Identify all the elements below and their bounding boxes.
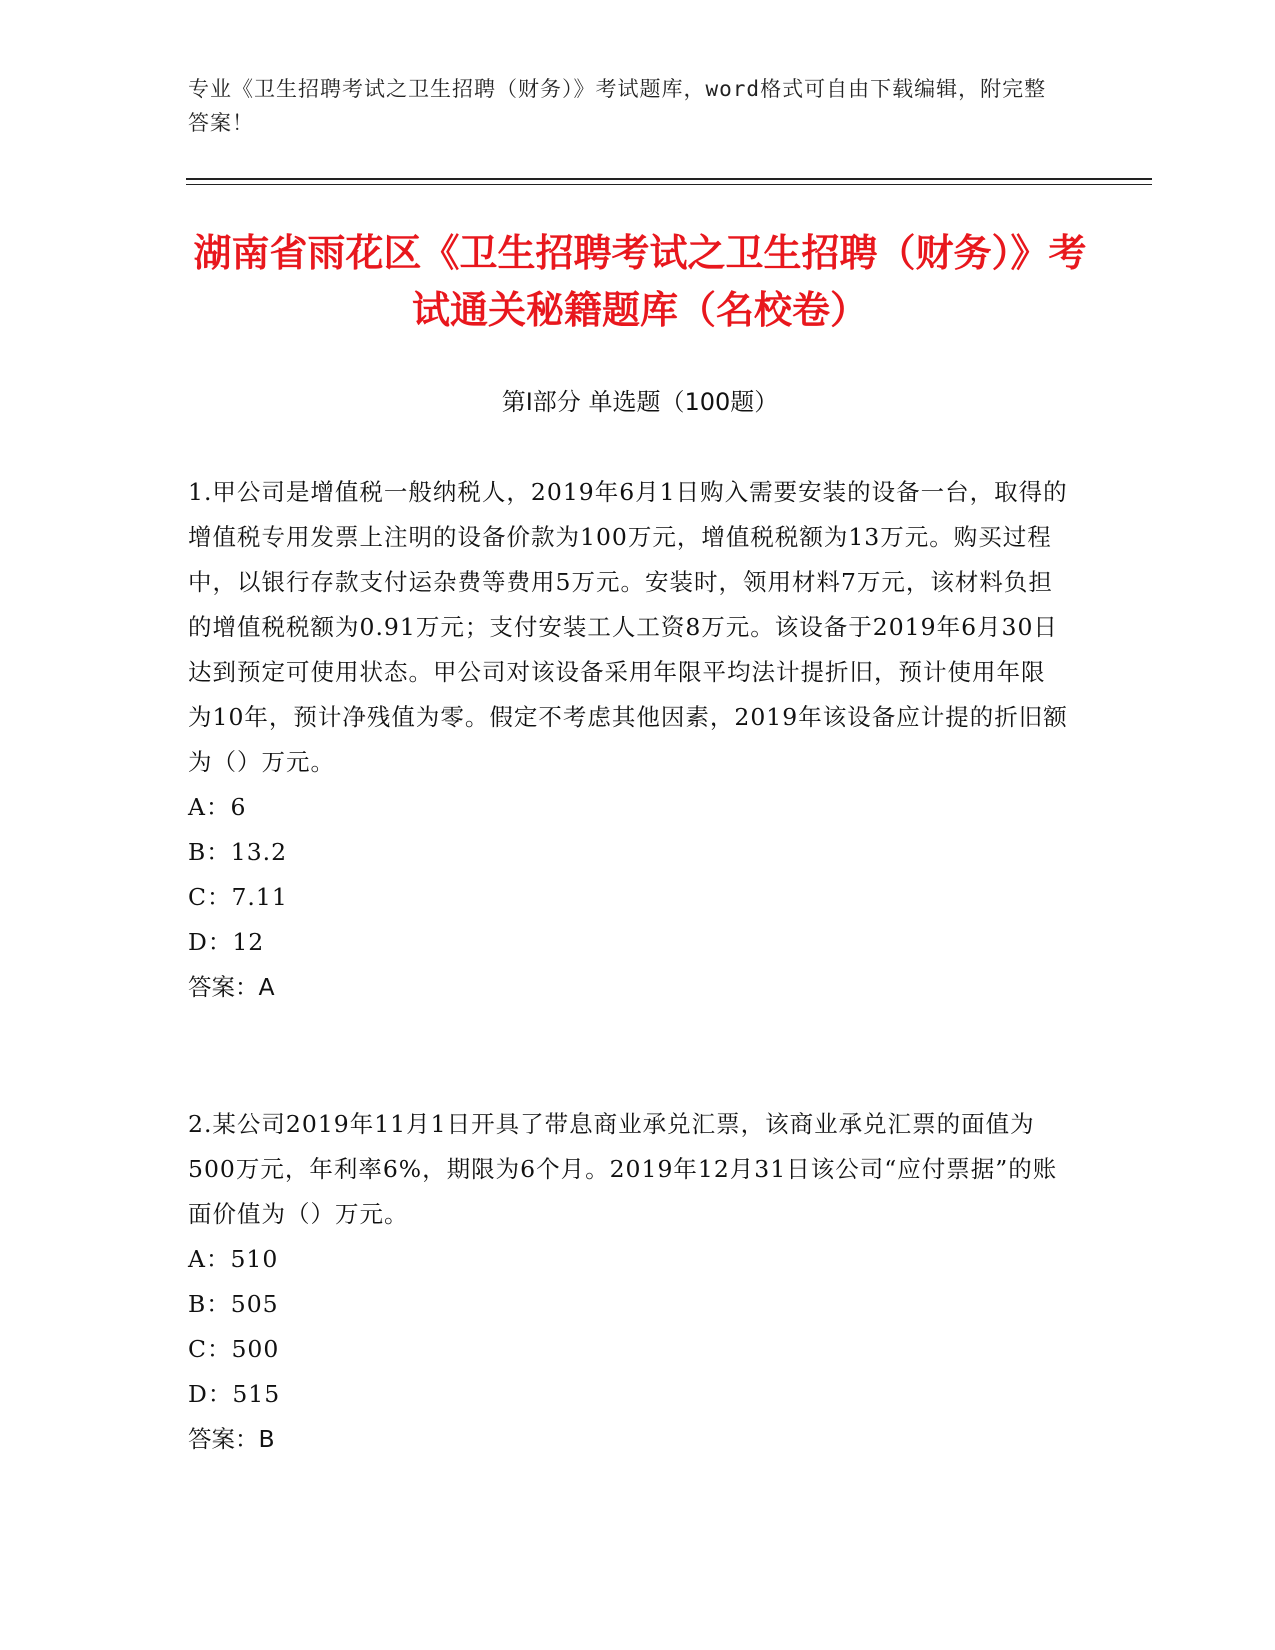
option-a: A：510: [188, 1245, 279, 1273]
section-title: 第Ⅰ部分 单选题（100题）: [501, 388, 779, 416]
question-2: [188, 1102, 1068, 1462]
option-d: D：12: [188, 928, 265, 956]
answer: 答案：A: [188, 973, 275, 1001]
answer: 答案：B: [188, 1425, 275, 1453]
header-note: 专业《卫生招聘考试之卫生招聘（财务）》考试题库，word格式可自由下载编辑，附完整答案！: [188, 77, 1047, 135]
document-title: 湖南省雨花区《卫生招聘考试之卫生招聘（财务）》考试通关秘籍题库（名校卷）: [193, 231, 1087, 332]
option-c: C：500: [188, 1335, 280, 1363]
header-divider-thin: [186, 184, 1152, 185]
question-stem: 1.甲公司是增值税一般纳税人，2019年6月1日购入需要安装的设备一台，取得的增值税专用发票上注明的设备价款为100万元，增值税税额为13万元。购买过程中，以银行存款支付运杂费等费用5万元。安装时，领用材料7万元，该材料负担的增值税税额为0.91万元；支付安装工人工资8万元。该设备于2019年6月30日达到预定可使用状态。甲公司对该设备采用年限平均法计提折旧，预计使用年限为10年，预计净残值为零。假定不考虑其他因素，2019年该设备应计提的折旧额为（）万元。: [188, 478, 1068, 776]
option-b: B：13.2: [188, 838, 288, 866]
option-d: D：515: [188, 1380, 281, 1408]
question-stem: 2.某公司2019年11月1日开具了带息商业承兑汇票，该商业承兑汇票的面值为500万元，年利率6%，期限为6个月。2019年12月31日该公司“应付票据”的账面价值为（）万元。: [188, 1110, 1058, 1228]
header-divider-thick: [186, 178, 1152, 180]
option-c: C：7.11: [188, 883, 288, 911]
question-1: [188, 470, 1068, 1010]
option-b: B：505: [188, 1290, 279, 1318]
option-a: A：6: [188, 793, 247, 821]
